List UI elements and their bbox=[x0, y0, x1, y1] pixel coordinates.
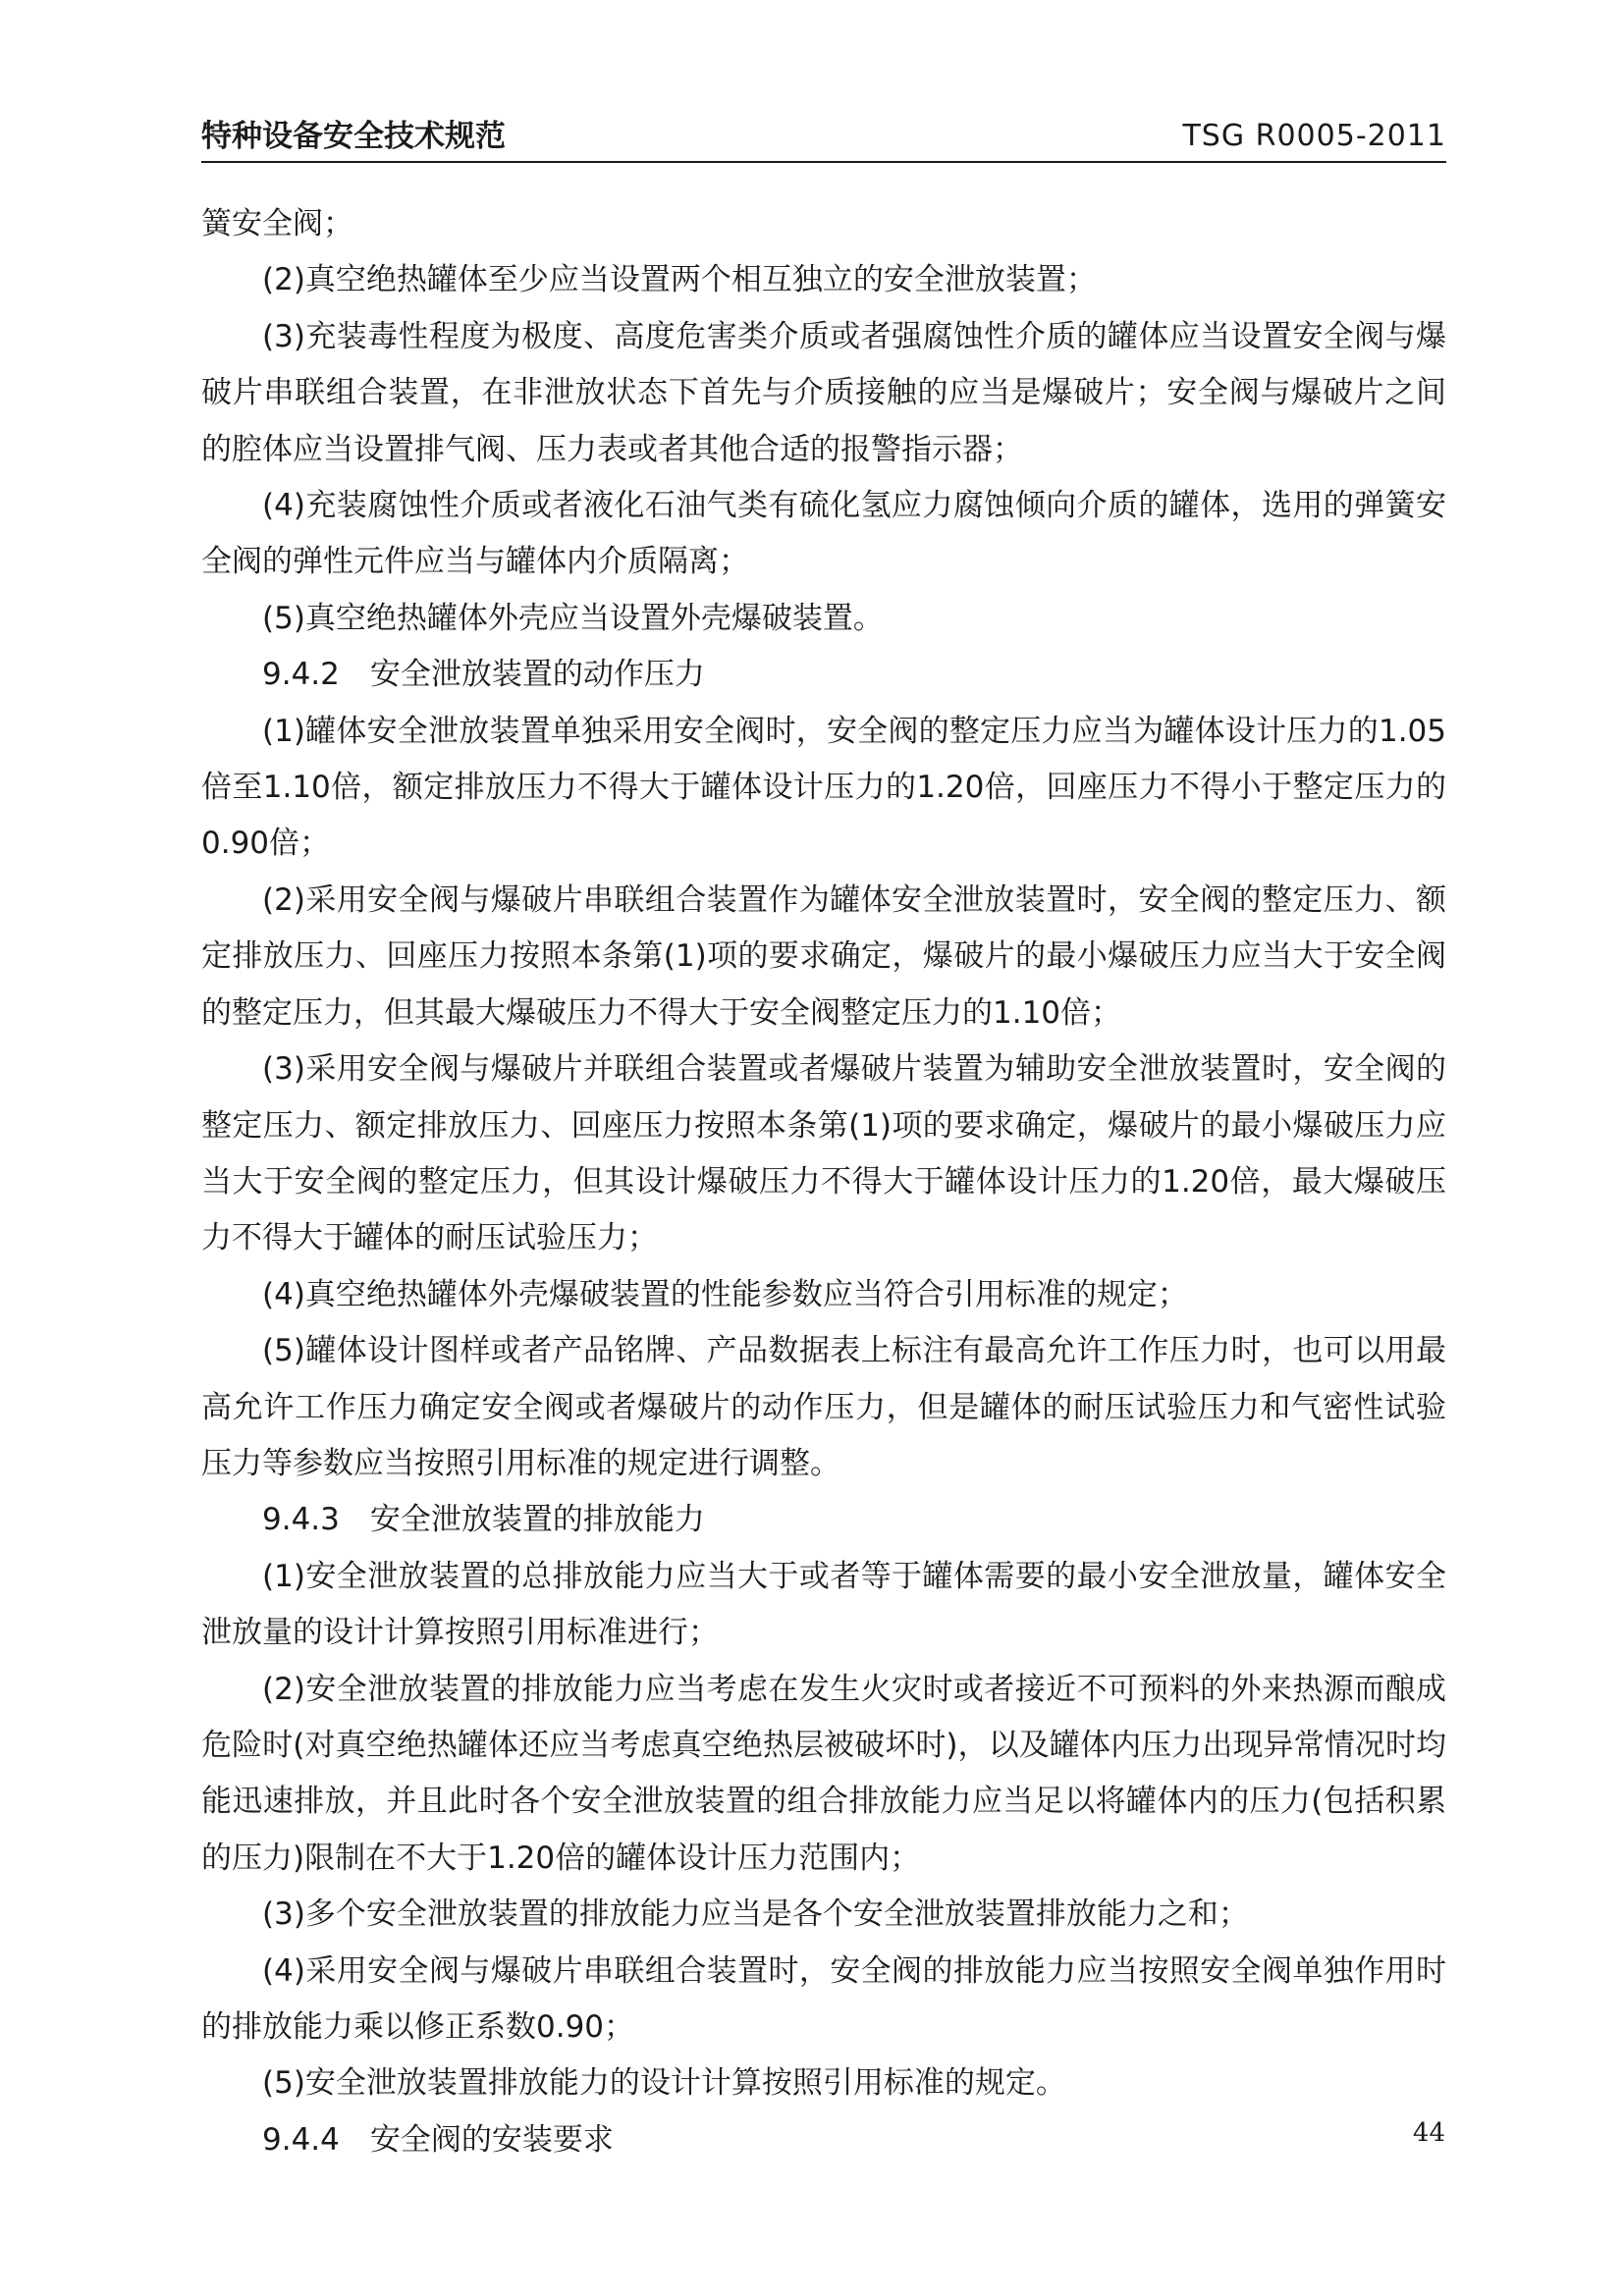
section-heading: 9.4.2 安全泄放装置的动作压力 bbox=[262, 657, 705, 693]
list-paragraph: (3)采用安全阀与爆破片并联组合装置或者爆破片装置为辅助安全泄放装置时，安全阀的整定压力、额定排放压力、回座压力按照本条第(1)项的要求确定，爆破片的最小爆破压力应当大于安全阀的整定压力，但其设计爆破压力不得大于罐体设计压力的1.20倍，最大爆破压力不得大于罐体的耐压试验压力； bbox=[201, 1051, 1446, 1256]
list-paragraph: (2)真空绝热罐体至少应当设置两个相互独立的安全泄放装置； bbox=[262, 262, 1097, 298]
list-paragraph: (3)多个安全泄放装置的排放能力应当是各个安全泄放装置排放能力之和； bbox=[262, 1896, 1249, 1933]
list-paragraph: (5)真空绝热罐体外壳应当设置外壳爆破装置。 bbox=[262, 600, 884, 636]
list-paragraph: (4)采用安全阀与爆破片串联组合装置时，安全阀的排放能力应当按照安全阀单独作用时的排放能力乘以修正系数0.90； bbox=[201, 1952, 1446, 2045]
page-number: 44 bbox=[1412, 2118, 1445, 2148]
list-paragraph: (5)罐体设计图样或者产品铭牌、产品数据表上标注有最高允许工作压力时，也可以用最高允许工作压力确定安全阀或者爆破片的动作压力，但是罐体的耐压试验压力和气密性试验压力等参数应当按照引用标准的规定进行调整。 bbox=[201, 1333, 1446, 1481]
header-series-title: 特种设备安全技术规范 bbox=[201, 119, 506, 154]
list-paragraph: (2)采用安全阀与爆破片串联组合装置作为罐体安全泄放装置时，安全阀的整定压力、额定排放压力、回座压力按照本条第(1)项的要求确定，爆破片的最小爆破压力应当大于安全阀的整定压力，但其最大爆破压力不得大于安全阀整定压力的1.10倍； bbox=[201, 881, 1446, 1031]
document-body bbox=[201, 196, 1446, 2168]
header-divider bbox=[201, 161, 1446, 163]
list-paragraph: (4)充装腐蚀性介质或者液化石油气类有硫化氢应力腐蚀倾向介质的罐体，选用的弹簧安全阀的弹性元件应当与罐体内介质隔离； bbox=[201, 488, 1446, 580]
section-heading: 9.4.4 安全阀的安装要求 bbox=[262, 2121, 614, 2158]
header-standard-code: TSG R0005-2011 bbox=[1182, 119, 1446, 153]
list-paragraph: (5)安全泄放装置排放能力的设计计算按照引用标准的规定。 bbox=[262, 2065, 1066, 2102]
list-paragraph: (2)安全泄放装置的排放能力应当考虑在发生火灾时或者接近不可预料的外来热源而酿成危险时(对真空绝热罐体还应当考虑真空绝热层被破坏时)，以及罐体内压力出现异常情况时均能迅速排放，并且此时各个安全泄放装置的组合排放能力应当足以将罐体内的压力(包括积累的压力)限制在不大于1.20倍的罐体设计压力范围内； bbox=[201, 1671, 1446, 1876]
list-paragraph: (1)罐体安全泄放装置单独采用安全阀时，安全阀的整定压力应当为罐体设计压力的1.05倍至1.10倍，额定排放压力不得大于罐体设计压力的1.20倍，回座压力不得小于整定压力的0.90倍； bbox=[201, 713, 1446, 862]
list-paragraph: (4)真空绝热罐体外壳爆破装置的性能参数应当符合引用标准的规定； bbox=[262, 1276, 1188, 1312]
continued-paragraph: 簧安全阀； bbox=[201, 206, 353, 241]
list-paragraph: (3)充装毒性程度为极度、高度危害类介质或者强腐蚀性介质的罐体应当设置安全阀与爆破片串联组合装置，在非泄放状态下首先与介质接触的应当是爆破片；安全阀与爆破片之间的腔体应当设置排气阀、压力表或者其他合适的报警指示器； bbox=[201, 318, 1446, 467]
list-paragraph: (1)安全泄放装置的总排放能力应当大于或者等于罐体需要的最小安全泄放量，罐体安全泄放量的设计计算按照引用标准进行； bbox=[201, 1558, 1446, 1651]
running-header bbox=[201, 116, 1446, 159]
section-heading: 9.4.3 安全泄放装置的排放能力 bbox=[262, 1502, 705, 1538]
